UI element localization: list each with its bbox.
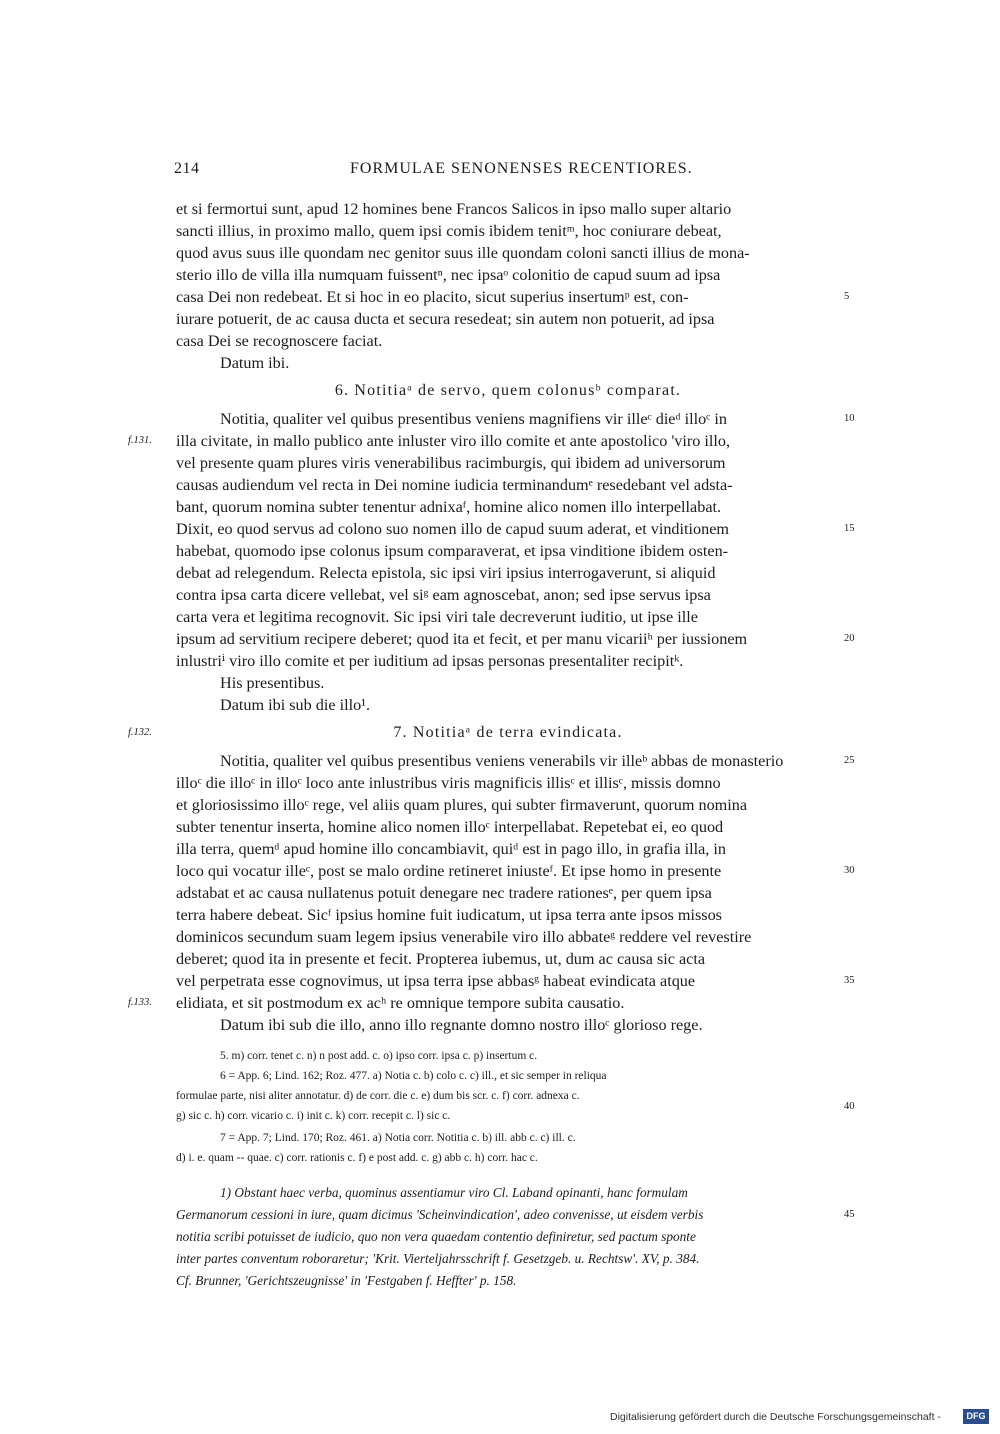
line-number: 35 (844, 975, 855, 986)
folio-ref: f.133. (128, 997, 152, 1008)
footnote-line: Germanorum cessioni in iure, quam dicimus 'Scheinvindication', adeo convenisse, ut eisdem verbis (176, 1207, 704, 1222)
footnote-line: notitia scribi potuisset de iudicio, quo non vera quaedam contentio definiretur, sed pactum sponte (176, 1229, 696, 1244)
text-line: et gloriosissimo illoᶜ rege, vel aliis quam plures, qui subter firmaverunt, quorum nomina (176, 796, 748, 814)
apparatus-line: 6 = App. 6; Lind. 162; Roz. 477. a) Notia c. b) colo c. c) ill., et sic semper in reliqua (220, 1070, 607, 1082)
line-number: 25 (844, 755, 855, 766)
datum-line: Datum ibi sub die illo¹. (220, 696, 371, 714)
footnote-line: 1) Obstant haec verba, quominus assentiamur viro Cl. Laband opinanti, hanc formulam (220, 1185, 688, 1200)
text-line: inlustriⁱ viro illo comite et per iuditium ad ipsas personas presentaliter recipitᵏ. (176, 652, 684, 670)
footnote-line: inter partes conventum roboraretur; 'Krit. Vierteljahrsschrift f. Gesetzgeb. u. Rechtsw'. XV, p. 384. (176, 1251, 700, 1266)
section-7-heading: 7. Notitiaᵃ de terra evindicata. (393, 724, 623, 741)
line-number: 45 (844, 1209, 855, 1220)
datum-line: Datum ibi. (220, 354, 290, 372)
text-line: casa Dei non redebeat. Et si hoc in eo placito, sicut superius insertumᵖ est, con- (176, 288, 689, 306)
text-line: Dixit, eo quod servus ad colono suo nomen illo de capud suum aderat, et vinditionem (176, 520, 729, 538)
text-line: ipsum ad servitium recipere deberet; quod ita et fecit, et per manu vicariiʰ per iussionem (176, 630, 748, 648)
text-line: vel presente quam plures viris venerabilibus racimburgis, qui ibidem ad universorum (176, 454, 726, 472)
text-line: et si fermortui sunt, apud 12 homines bene Francos Salicos in ipso mallo super altario (176, 200, 732, 218)
text-line: contra ipsa carta dicere vellebat, vel siᵍ eam agnoscebat, anon; sed ipse servus ipsa (176, 586, 711, 604)
text-line: Notitia, qualiter vel quibus presentibus veniens magnifiens vir illeᶜ dieᵈ illoᶜ in (220, 410, 727, 428)
text-line: illoᶜ die illoᶜ in illoᶜ loco ante inlustribus viris magnificis illisᶜ et illisᶜ, missis domno (176, 774, 721, 792)
running-title: FORMULAE SENONENSES RECENTIORES. (350, 160, 693, 177)
apparatus-line: 5. m) corr. tenet c. n) n post add. c. o) ipso corr. ipsa c. p) insertum c. (220, 1050, 538, 1062)
footnote-line: Cf. Brunner, 'Gerichtszeugnisse' in 'Festgaben f. Heffter' p. 158. (176, 1273, 517, 1288)
text-line: sancti illius, in proximo mallo, quem ipsi comis ibidem tenitᵐ, hoc coniurare debeat, (176, 222, 722, 240)
section-6-heading: 6. Notitiaᵃ de servo, quem colonusᵇ comparat. (334, 382, 682, 399)
line-number: 5 (844, 291, 850, 302)
folio-ref: f.132. (128, 727, 152, 738)
closing-line: His presentibus. (220, 674, 325, 692)
line-number: 10 (844, 413, 855, 424)
datum-line: Datum ibi sub die illo, anno illo regnante domno nostro illoᶜ glorioso rege. (220, 1016, 703, 1034)
text-line: quod avus suus ille quondam nec genitor suus ille quondam coloni sancti illius de mona- (176, 244, 750, 262)
text-line: illa civitate, in mallo publico ante inluster viro illo comite et ante apostolico 'viro illo, (176, 432, 731, 450)
text-line: loco qui vocatur illeᶜ, post se malo ordine retineret iniusteᶠ. Et ipse homo in presente (176, 862, 722, 880)
line-number: 15 (844, 523, 855, 534)
text-line: bant, quorum nomina subter tenentur adnixaᶠ, homine alico nomen illo interpellabat. (176, 498, 722, 516)
page-number: 214 (174, 160, 200, 177)
text-line: dominicos secundum suam legem ipsius venerabile viro illo abbateᵍ reddere vel revestire (176, 928, 752, 946)
text-line: sterio illo de villa illa numquam fuissentⁿ, nec ipsaᵒ colonitio de capud suum ad ipsa (176, 266, 721, 284)
text-line: subter tenentur inserta, homine alico nomen illoᶜ interpellabat. Repetebat ei, eo quod (176, 818, 724, 836)
text-line: Notitia, qualiter vel quibus presentibus veniens venerabils vir illeᵇ abbas de monasterio (220, 752, 784, 770)
text-line: carta vera et legitima recognovit. Sic ipsi viri tale decreverunt iuditio, ut ipse ille (176, 608, 698, 626)
text-line: adstabat et ac causa nullatenus potuit denegare nec tradere rationesᵉ, per quem ipsa (176, 884, 712, 902)
apparatus-line: d) i. e. quam -- quae. c) corr. rationis c. f) e post add. c. g) abb c. h) corr. hac c. (176, 1152, 538, 1164)
text-line: causas audiendum vel recta in Dei nomine iudicia terminandumᵉ resedebant vel adsta- (176, 476, 733, 494)
digitization-credit: Digitalisierung gefördert durch die Deutsche Forschungsgemeinschaft - (610, 1411, 941, 1423)
text-line: elidiata, et sit postmodum ex acʰ re omnique tempore subita causatio. (176, 994, 625, 1012)
folio-ref: f.131. (128, 435, 152, 446)
line-number: 30 (844, 865, 855, 876)
dfg-logo: DFG (963, 1409, 989, 1424)
line-number: 40 (844, 1101, 855, 1112)
text-line: deberet; quod ita in presente et fecit. Propterea iubemus, ut, dum ac causa sic acta (176, 950, 706, 968)
apparatus-line: 7 = App. 7; Lind. 170; Roz. 461. a) Notia corr. Notitia c. b) ill. abb c. c) ill. c. (220, 1132, 576, 1144)
text-line: illa terra, quemᵈ apud homine illo concambiavit, quiᵈ est in pago illo, in grafia illa, in (176, 840, 726, 858)
text-line: habebat, quomodo ipse colonus ipsum comparaverat, et ipsa vinditione ibidem osten- (176, 542, 729, 560)
apparatus-line: formulae parte, nisi aliter annotatur. d) de corr. die c. e) dum bis scr. c. f) corr. adnexa c. (176, 1090, 580, 1102)
text-line: terra habere debeat. Sicᶠ ipsius homine fuit iudicatum, ut ipsa terra ante ipsos missos (176, 906, 722, 924)
apparatus-line: g) sic c. h) corr. vicario c. i) init c. k) corr. recepit c. l) sic c. (176, 1110, 451, 1122)
text-line: vel perpetrata esse cognovimus, ut ipsa terra ipse abbasᵍ habeat evindicata atque (176, 972, 696, 990)
text-line: debat ad relegendum. Relecta epistola, sic ipsi viri ipsius interrogaverunt, si aliquid (176, 564, 716, 582)
text-line: iurare potuerit, de ac causa ducta et secura resedeat; sin autem non potuerit, ad ipsa (176, 310, 715, 328)
line-number: 20 (844, 633, 855, 644)
text-line: casa Dei se recognoscere faciat. (176, 332, 383, 350)
